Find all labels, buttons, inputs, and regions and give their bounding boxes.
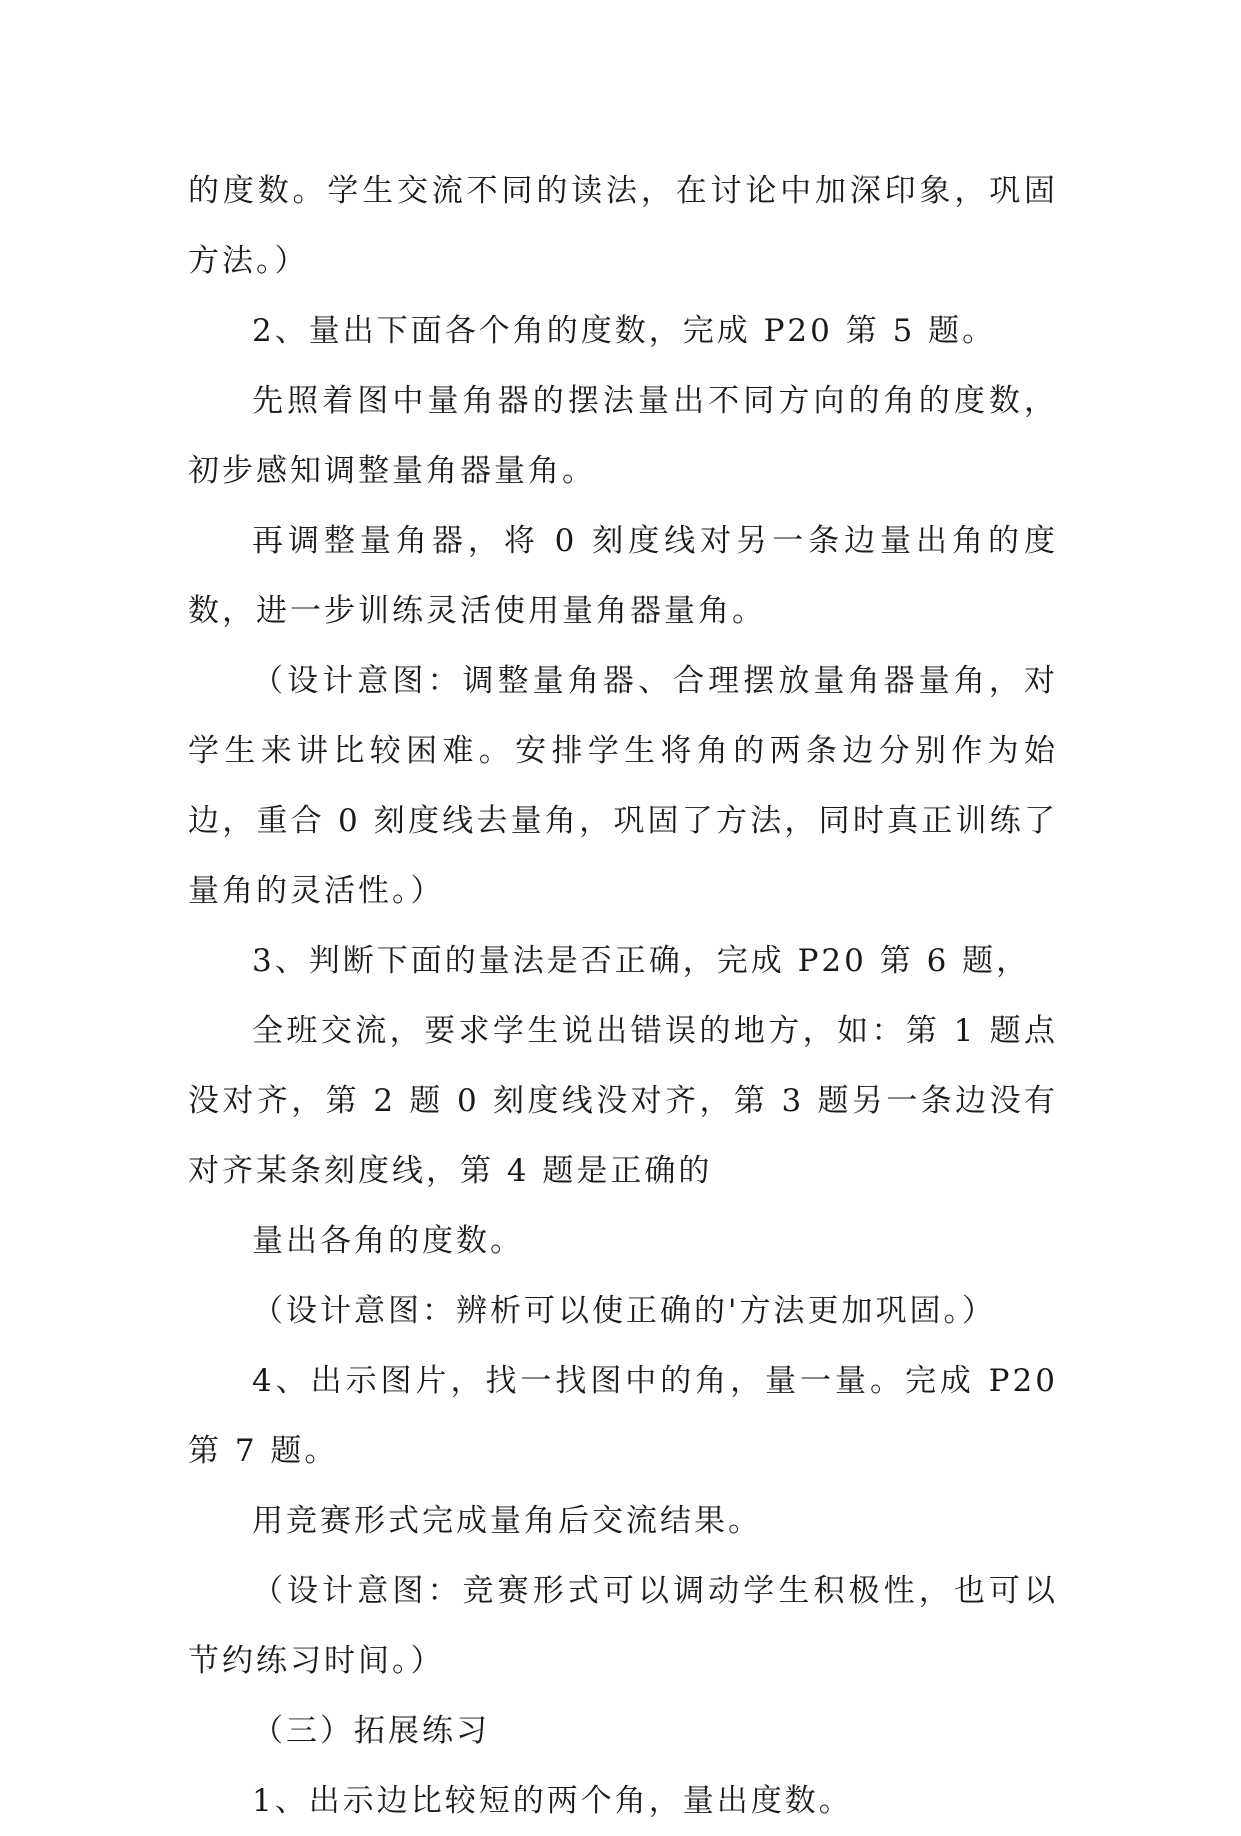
paragraph: 2、量出下面各个角的度数，完成 P20 第 5 题。 <box>252 313 997 349</box>
paragraph: （设计意图：竞赛形式可以调动学生积极性，也可以节约练习时间。） <box>188 1573 1058 1679</box>
paragraph: 1、出示边比较短的两个角，量出度数。 <box>252 1783 853 1819</box>
paragraph: 再调整量角器，将 0 刻度线对另一条边量出角的度数，进一步训练灵活使用量角器量角。 <box>188 523 1058 629</box>
paragraph: 3、判断下面的量法是否正确，完成 P20 第 6 题， <box>252 943 1031 979</box>
paragraph: 量出各角的度数。 <box>252 1223 524 1259</box>
paragraph: 的度数。学生交流不同的读法，在讨论中加深印象，巩固方法。） <box>188 173 1058 279</box>
paragraph: （设计意图：调整量角器、合理摆放量角器量角，对学生来讲比较困难。安排学生将角的两条边分别作为始边，重合 0 刻度线去量角，巩固了方法，同时真正训练了量角的灵活性。） <box>188 663 1058 909</box>
paragraph: 4、出示图片，找一找图中的角，量一量。完成 P20 第 7 题。 <box>188 1363 1058 1469</box>
paragraph: 用竞赛形式完成量角后交流结果。 <box>252 1503 762 1539</box>
section-heading: （三）拓展练习 <box>252 1713 490 1749</box>
paragraph: （设计意图：辨析可以使正确的'方法更加巩固。） <box>252 1293 997 1329</box>
paragraph: 先照着图中量角器的摆法量出不同方向的角的度数，初步感知调整量角器量角。 <box>188 383 1058 489</box>
paragraph: 全班交流，要求学生说出错误的地方，如：第 1 题点没对齐，第 2 题 0 刻度线没对齐，第 3 题另一条边没有对齐某条刻度线，第 4 题是正确的 <box>188 1013 1058 1189</box>
document-body <box>188 156 1058 1836</box>
